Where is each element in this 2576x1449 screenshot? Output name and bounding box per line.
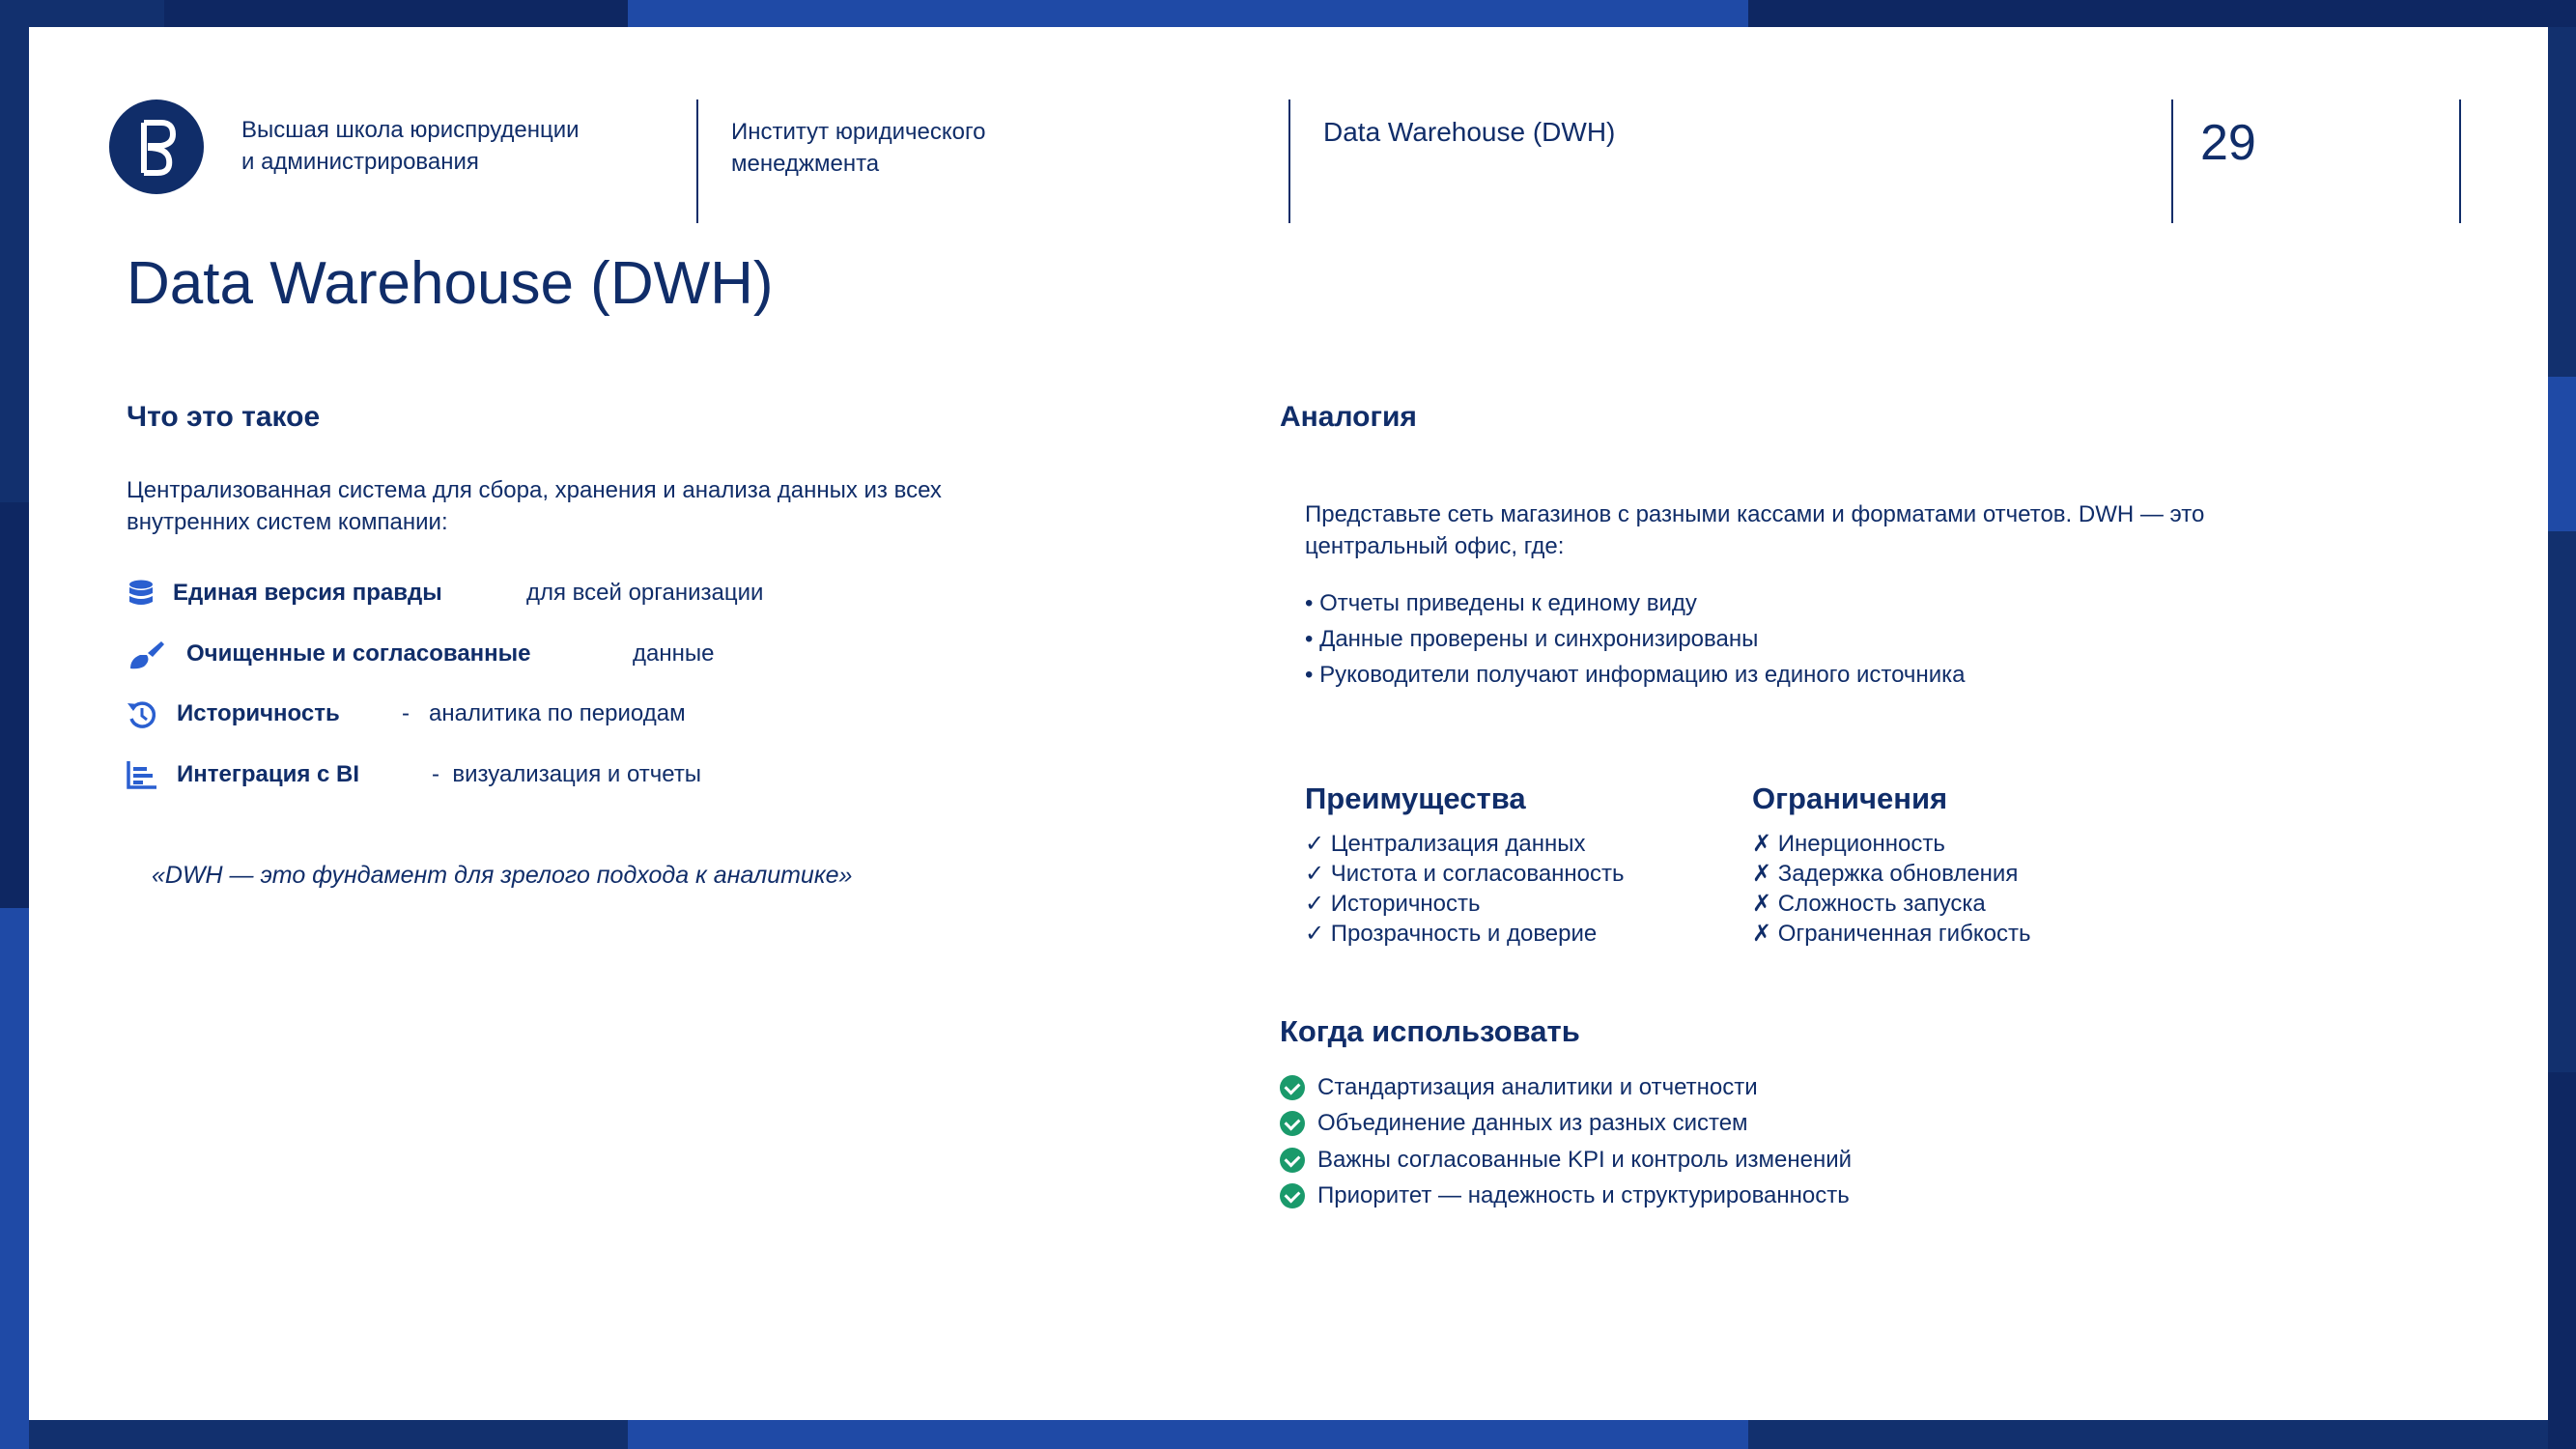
feature-text: - визуализация и отчеты bbox=[432, 761, 702, 787]
list-item: ✓ Централизация данных bbox=[1305, 831, 1586, 857]
frame-decoration bbox=[0, 502, 29, 908]
history-icon bbox=[127, 699, 156, 728]
org-name-line2: и администрирования bbox=[241, 149, 479, 175]
institute-name-line1: Институт юридического bbox=[731, 119, 986, 145]
analogy-description bbox=[1305, 498, 2204, 562]
page-number: 29 bbox=[2200, 115, 2256, 171]
feature-title: Интеграция с BI bbox=[177, 761, 360, 787]
feature-title: Единая версия правды bbox=[173, 580, 442, 606]
feature-title: Очищенные и согласованные bbox=[186, 640, 531, 667]
list-item-label: Стандартизация аналитики и отчетности bbox=[1317, 1074, 1758, 1100]
feature-text: для всей организации bbox=[526, 580, 764, 606]
header-divider bbox=[1288, 99, 1290, 223]
analogy-list bbox=[1305, 585, 1965, 693]
list-item bbox=[1280, 1146, 1852, 1175]
quote: «DWH — это фундамент для зрелого подхода к аналитике» bbox=[152, 862, 853, 889]
list-item: • Отчеты приведены к единому виду bbox=[1305, 590, 1697, 616]
what-heading: Что это такое bbox=[127, 401, 321, 433]
university-logo bbox=[109, 99, 204, 194]
cons-list bbox=[1752, 829, 2030, 949]
frame-decoration bbox=[164, 0, 628, 27]
list-item-label: Приоритет — надежность и структурированность bbox=[1317, 1182, 1850, 1208]
frame-decoration bbox=[2548, 1072, 2576, 1449]
header-divider bbox=[2459, 99, 2461, 223]
feature-text: - аналитика по периодам bbox=[402, 700, 686, 726]
frame-decoration bbox=[2548, 377, 2576, 531]
analogy-heading: Аналогия bbox=[1280, 401, 1417, 433]
header-divider bbox=[2171, 99, 2173, 223]
feature-text: данные bbox=[633, 640, 715, 667]
check-circle-icon bbox=[1280, 1111, 1305, 1136]
database-icon bbox=[127, 579, 156, 608]
pros-heading: Преимущества bbox=[1305, 781, 1526, 815]
pros-list bbox=[1305, 829, 1625, 949]
frame-decoration bbox=[1748, 0, 2576, 27]
org-name-line1: Высшая школа юриспруденции bbox=[241, 117, 580, 143]
frame-decoration bbox=[628, 1420, 1748, 1449]
institute-name bbox=[731, 116, 986, 180]
feature-item bbox=[127, 757, 701, 792]
list-item: ✓ Историчность bbox=[1305, 891, 1481, 917]
list-item: ✗ Ограниченная гибкость bbox=[1752, 921, 2031, 947]
when-heading: Когда использовать bbox=[1280, 1014, 1580, 1048]
check-circle-icon bbox=[1280, 1148, 1305, 1173]
frame-decoration bbox=[628, 0, 1748, 27]
list-item: ✗ Задержка обновления bbox=[1752, 861, 2019, 887]
list-item bbox=[1280, 1181, 1850, 1210]
what-description bbox=[127, 474, 942, 538]
analogy-description-line2: центральный офис, где: bbox=[1305, 533, 1565, 559]
org-name bbox=[241, 114, 580, 178]
institute-name-line2: менеджмента bbox=[731, 151, 880, 177]
cons-heading: Ограничения bbox=[1752, 781, 1948, 815]
list-item-label: Объединение данных из разных систем bbox=[1317, 1110, 1748, 1136]
list-item: ✓ Чистота и согласованность bbox=[1305, 861, 1625, 887]
check-circle-icon bbox=[1280, 1183, 1305, 1208]
list-item: ✗ Инерционность bbox=[1752, 831, 1945, 857]
what-description-line1: Централизованная система для сбора, хранения и анализа данных из всех bbox=[127, 477, 942, 503]
list-item bbox=[1280, 1073, 1758, 1102]
analogy-description-line1: Представьте сеть магазинов с разными кассами и форматами отчетов. DWH — это bbox=[1305, 501, 2205, 527]
header-divider bbox=[696, 99, 698, 223]
feature-item bbox=[127, 637, 714, 671]
chart-icon bbox=[127, 760, 156, 789]
list-item: ✗ Сложность запуска bbox=[1752, 891, 1986, 917]
brush-icon bbox=[127, 639, 165, 668]
what-description-line2: внутренних систем компании: bbox=[127, 509, 448, 535]
list-item: ✓ Прозрачность и доверие bbox=[1305, 921, 1598, 947]
frame-decoration bbox=[0, 908, 29, 1449]
list-item bbox=[1280, 1109, 1748, 1138]
feature-item bbox=[127, 696, 686, 731]
list-item: • Руководители получают информацию из единого источника bbox=[1305, 662, 1966, 688]
feature-title: Историчность bbox=[177, 700, 340, 726]
list-item-label: Важны согласованные KPI и контроль изменений bbox=[1317, 1147, 1853, 1173]
list-item: • Данные проверены и синхронизированы bbox=[1305, 626, 1759, 652]
header-topic: Data Warehouse (DWH) bbox=[1323, 117, 1616, 147]
page-title: Data Warehouse (DWH) bbox=[127, 250, 774, 317]
feature-item bbox=[127, 576, 763, 611]
check-circle-icon bbox=[1280, 1075, 1305, 1100]
